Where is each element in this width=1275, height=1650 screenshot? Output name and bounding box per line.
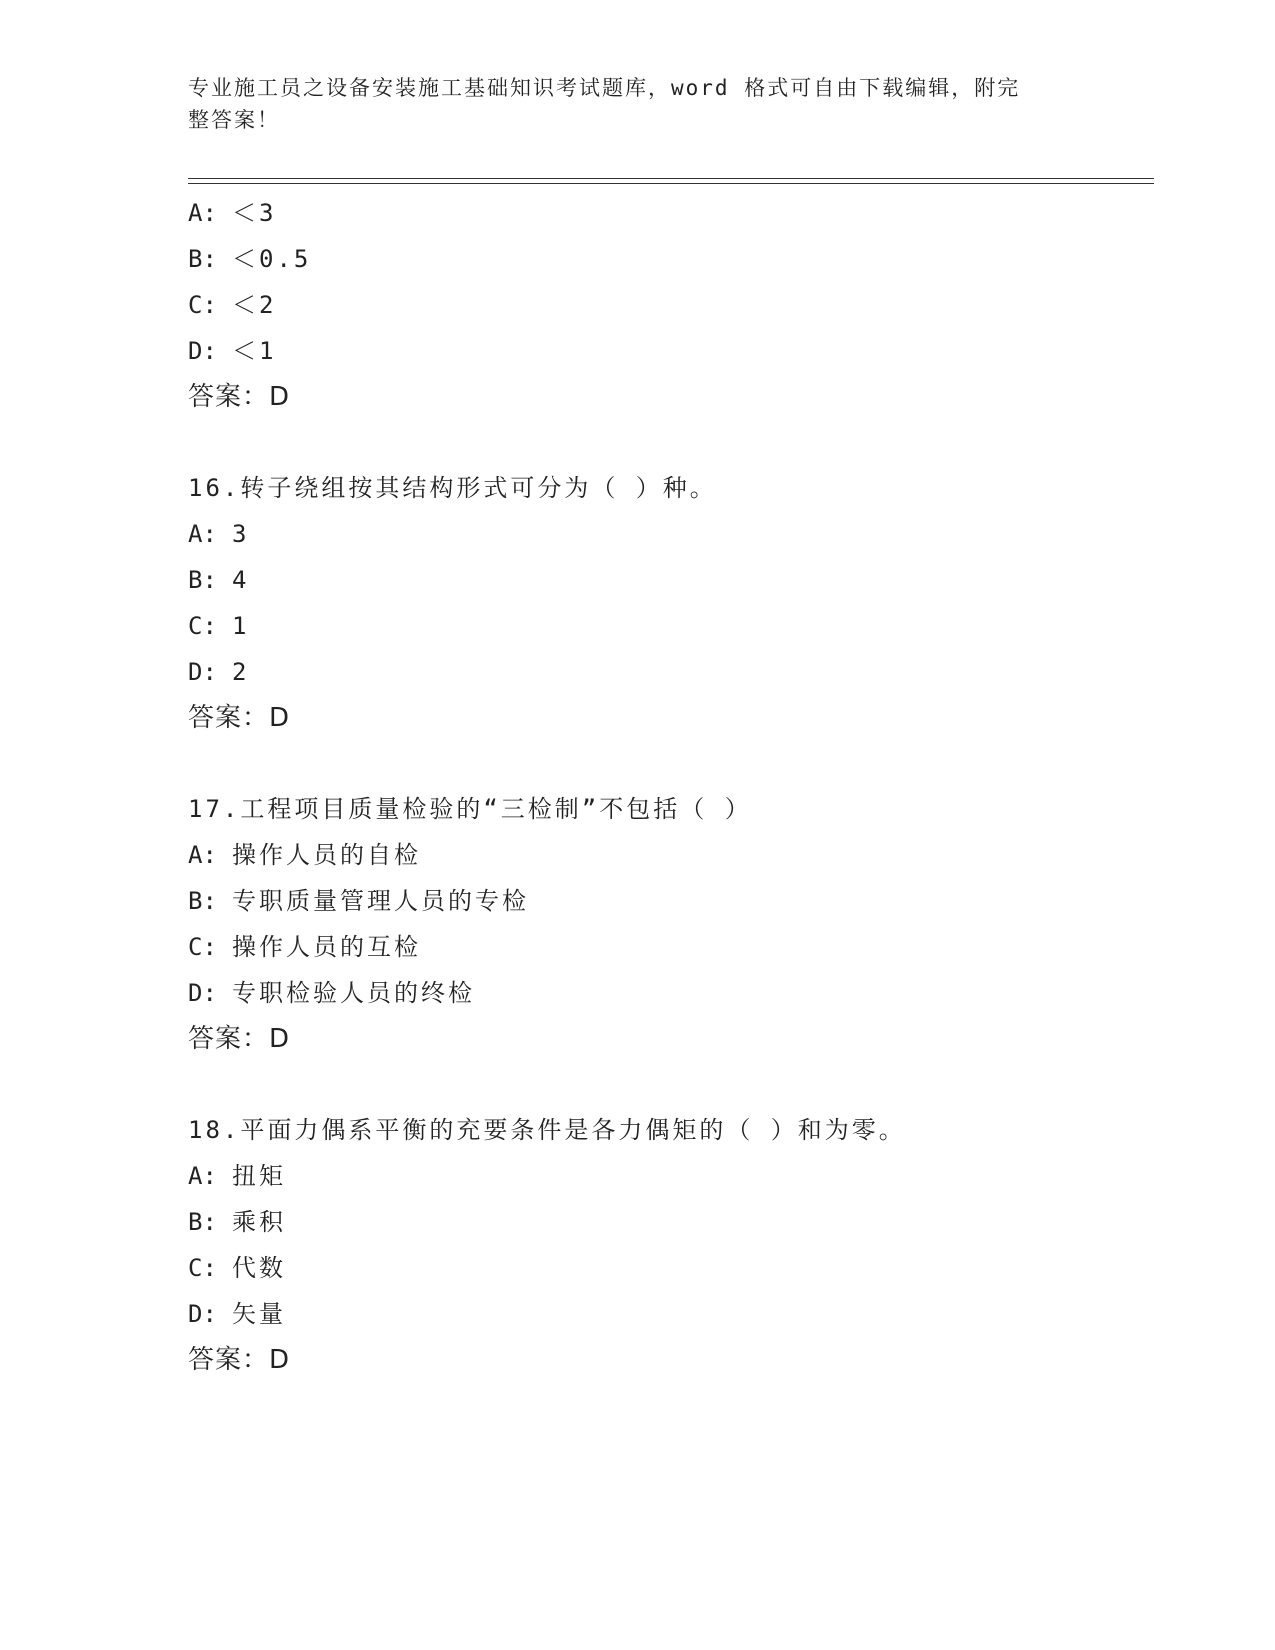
header-rule-top bbox=[188, 178, 1154, 179]
question-16 bbox=[188, 465, 1148, 741]
option-c: C: ＜2 bbox=[188, 291, 277, 319]
question-stem: 17.工程项目质量检验的“三检制”不包括（ ） bbox=[188, 795, 752, 823]
option-b: B: 乘积 bbox=[188, 1208, 286, 1236]
option-text: 4 bbox=[232, 566, 250, 594]
option-c: C: 代数 bbox=[188, 1254, 286, 1282]
option-d: D: 2 bbox=[188, 658, 250, 686]
option-text: 乘积 bbox=[232, 1208, 286, 1236]
option-text: 专职质量管理人员的专检 bbox=[232, 887, 529, 915]
document-header bbox=[188, 72, 1068, 136]
option-a: A: 3 bbox=[188, 520, 250, 548]
question-18 bbox=[188, 1107, 1148, 1383]
option-text: 扭矩 bbox=[232, 1162, 286, 1190]
option-text: ＜2 bbox=[232, 291, 277, 319]
option-c: C: 操作人员的互检 bbox=[188, 933, 421, 961]
option-b: B: 4 bbox=[188, 566, 250, 594]
option-text: 3 bbox=[232, 520, 250, 548]
option-text: ＜3 bbox=[232, 199, 277, 227]
question-stem: 18.平面力偶系平衡的充要条件是各力偶矩的（ ）和为零。 bbox=[188, 1116, 906, 1144]
option-text: ＜1 bbox=[232, 337, 277, 365]
option-b: B: ＜0.5 bbox=[188, 245, 312, 273]
option-text: ＜0.5 bbox=[232, 245, 312, 273]
option-text: 代数 bbox=[232, 1254, 286, 1282]
answer: 答案：D bbox=[188, 1345, 291, 1375]
option-text: 矢量 bbox=[232, 1300, 286, 1328]
answer: 答案：D bbox=[188, 1024, 291, 1054]
answer: 答案：D bbox=[188, 703, 291, 733]
option-text: 1 bbox=[232, 612, 250, 640]
option-text: 操作人员的自检 bbox=[232, 841, 421, 869]
option-d: D: 矢量 bbox=[188, 1300, 286, 1328]
header-rule-bottom bbox=[188, 183, 1154, 184]
question-15 bbox=[188, 190, 1148, 420]
option-a: A: ＜3 bbox=[188, 199, 277, 227]
question-17 bbox=[188, 786, 1148, 1062]
question-list bbox=[188, 190, 1148, 1383]
answer: 答案：D bbox=[188, 382, 291, 412]
option-b: B: 专职质量管理人员的专检 bbox=[188, 887, 529, 915]
option-d: D: 专职检验人员的终检 bbox=[188, 979, 475, 1007]
option-c: C: 1 bbox=[188, 612, 250, 640]
question-stem: 16.转子绕组按其结构形式可分为（ ）种。 bbox=[188, 474, 717, 502]
option-text: 2 bbox=[232, 658, 250, 686]
option-a: A: 操作人员的自检 bbox=[188, 841, 421, 869]
option-text: 专职检验人员的终检 bbox=[232, 979, 475, 1007]
option-a: A: 扭矩 bbox=[188, 1162, 286, 1190]
header-line-2: 整答案！ bbox=[188, 108, 280, 132]
header-line-1: 专业施工员之设备安装施工基础知识考试题库，word 格式可自由下载编辑，附完 bbox=[188, 76, 1021, 100]
option-text: 操作人员的互检 bbox=[232, 933, 421, 961]
option-d: D: ＜1 bbox=[188, 337, 277, 365]
